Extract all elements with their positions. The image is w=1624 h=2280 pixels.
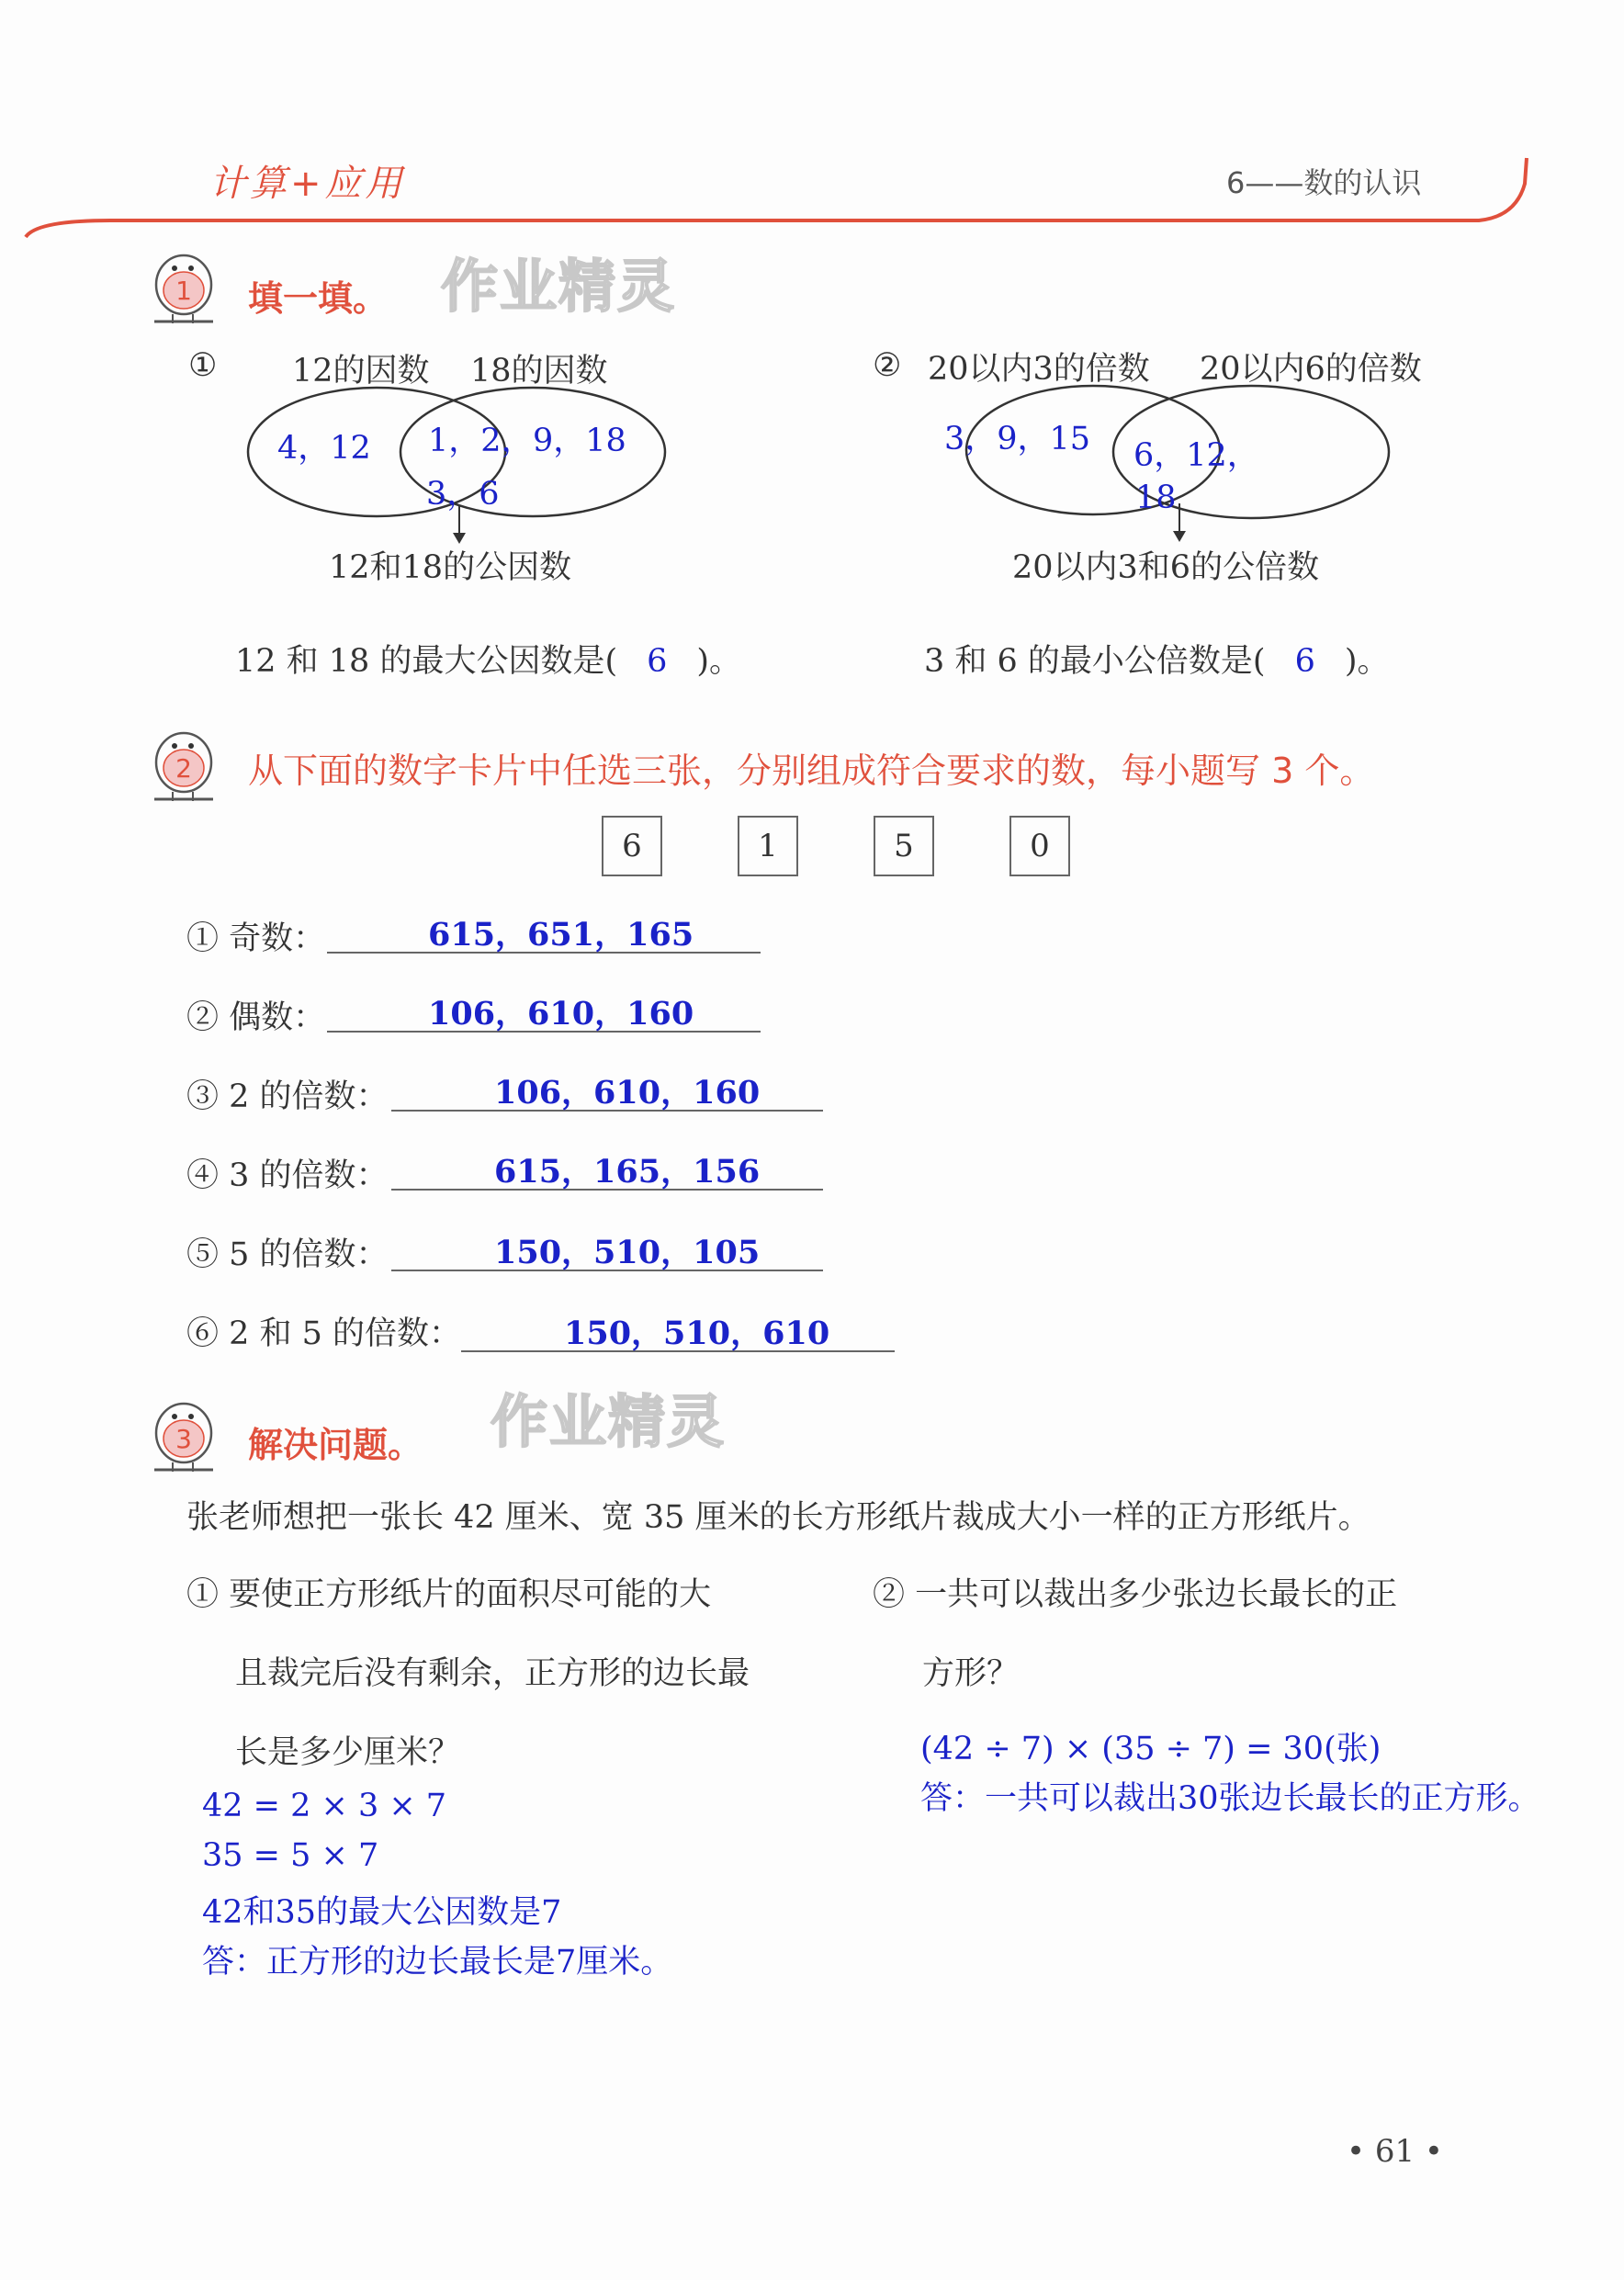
svg-text:2: 2: [175, 753, 192, 784]
venn2-common-2: 18: [1135, 480, 1177, 516]
page-number: • 61 •: [1347, 2133, 1443, 2170]
p2-answer: 6: [1294, 643, 1315, 680]
venn2-bottom-label: 20以内3和6的公倍数: [1012, 549, 1320, 586]
venn2-only-a: 3，9，15: [944, 421, 1091, 457]
p2-question: [924, 636, 1390, 682]
q2-line: 方形？: [922, 1655, 1020, 1692]
item-answer: 150，510，105: [494, 1234, 761, 1271]
svg-text:1: 1: [175, 276, 192, 306]
venn2-common-1: 6，12，: [1133, 437, 1259, 474]
bird-mascot-icon: [147, 248, 220, 331]
venn1-bottom-label: 12和18的公因数: [329, 549, 572, 586]
digit-card: 6: [602, 816, 662, 876]
digit-card: 5: [874, 816, 934, 876]
item-label: ③ 2 的倍数：: [186, 1078, 389, 1115]
q1-answer: 答：正方形的边长最长是7厘米。: [202, 1944, 673, 1981]
item-answer: 615，165，156: [494, 1153, 761, 1191]
bird-mascot-icon: [147, 1396, 220, 1479]
q2-answer: (42 ÷ 7) × (35 ÷ 7) = 30(张): [920, 1731, 1382, 1767]
p2-question-prefix: 3 和 6 的最小公倍数是(: [924, 643, 1266, 680]
q1-answer: 35 = 5 × 7: [202, 1837, 379, 1874]
watermark: 作业精灵: [491, 1388, 727, 1455]
header-chapter: 6——数的认识: [1226, 165, 1422, 200]
venn1-common-2: 3，6: [426, 476, 500, 513]
p1-answer: 6: [647, 643, 668, 680]
q1-line: 且裁完后没有剩余，正方形的边长最: [235, 1655, 750, 1692]
p2-question-suffix: )。: [1344, 643, 1390, 680]
svg-text:3: 3: [175, 1424, 192, 1454]
p1-question-suffix: )。: [696, 643, 742, 680]
item-answer: 106，610，160: [428, 995, 694, 1033]
problem-intro: 张老师想把一张长 42 厘米、宽 35 厘米的长方形纸片裁成大小一样的正方形纸片。: [186, 1499, 1370, 1536]
item-label: ② 偶数：: [186, 999, 326, 1036]
item-label: ⑤ 5 的倍数：: [186, 1236, 389, 1273]
header-section-title: 计算+应用: [209, 163, 406, 205]
p1-question-prefix: 12 和 18 的最大公因数是(: [235, 643, 618, 680]
item-label: ⑥ 2 和 5 的倍数：: [186, 1315, 462, 1352]
q1-line: ① 要使正方形纸片的面积尽可能的大: [186, 1576, 712, 1613]
item-answer: 150，510，610: [564, 1315, 830, 1352]
q1-line: 长是多少厘米？: [235, 1734, 461, 1771]
item-answer: 106，610，160: [494, 1074, 761, 1112]
q1-answer: 42和35的最大公因数是7: [202, 1894, 562, 1931]
header-rule: [0, 0, 1624, 294]
q2-line: ② 一共可以裁出多少张边长最长的正: [873, 1576, 1398, 1613]
venn1-only-a: 4，12: [277, 430, 371, 467]
watermark: 作业精灵: [441, 253, 677, 320]
q2-answer: 答：一共可以裁出30张边长最长的正方形。: [920, 1780, 1540, 1817]
section3-title: 解决问题。: [248, 1425, 423, 1465]
venn2-label-a: 20以内3的倍数: [928, 351, 1150, 388]
digit-card: 0: [1009, 816, 1070, 876]
venn1-only-b: 9，18: [533, 423, 626, 459]
venn1-label-a: 12的因数: [292, 353, 430, 389]
venn2-label-b: 20以内6的倍数: [1200, 351, 1422, 388]
venn1-common-1: 1，2，: [428, 423, 534, 459]
venn1-label-b: 18的因数: [470, 353, 608, 389]
item-label: ① 奇数：: [186, 920, 326, 957]
section2-title: 从下面的数字卡片中任选三张，分别组成符合要求的数，每小题写 3 个。: [248, 751, 1375, 791]
item-answer: 615，651，165: [428, 916, 694, 954]
p1-marker: ①: [188, 347, 218, 384]
section1-title: 填一填。: [248, 278, 389, 319]
p2-marker: ②: [873, 347, 902, 384]
item-label: ④ 3 的倍数：: [186, 1157, 389, 1194]
bird-mascot-icon: [147, 726, 220, 808]
q1-answer: 42 = 2 × 3 × 7: [202, 1788, 447, 1824]
digit-card: 1: [738, 816, 798, 876]
p1-question: [235, 636, 741, 682]
